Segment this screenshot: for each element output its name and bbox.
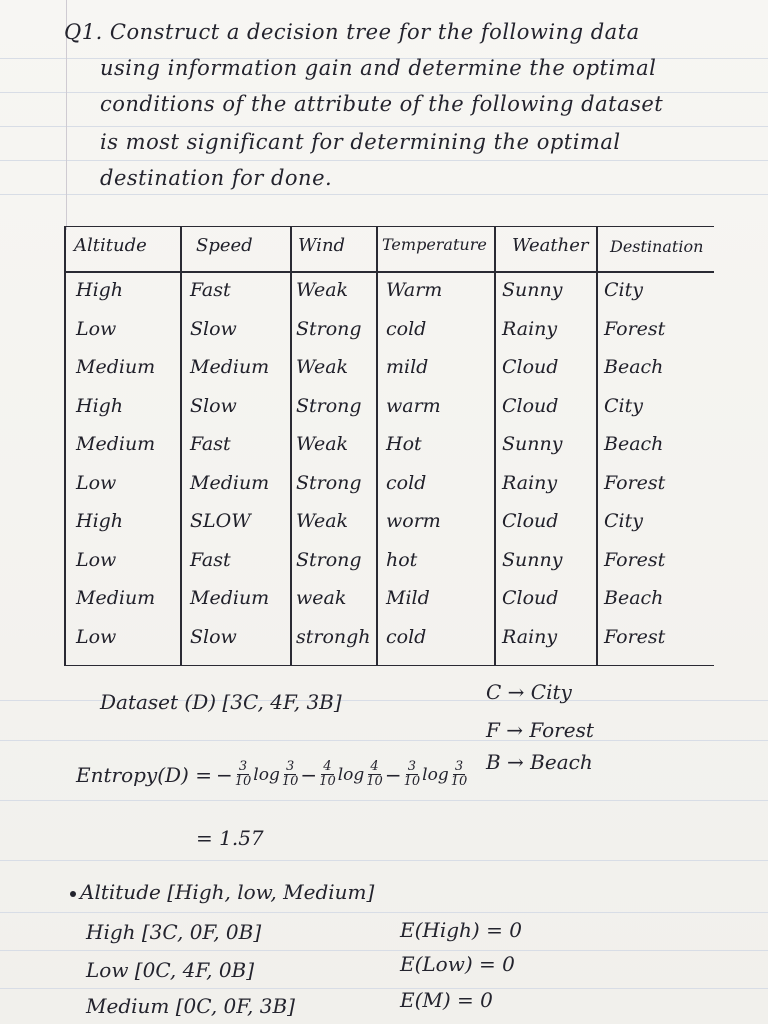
fraction-numerator: 3 (238, 759, 248, 774)
ruled-line (0, 126, 768, 127)
legend-forest: F → Forest (486, 718, 594, 742)
table-col-divider (376, 227, 378, 665)
entropy-fraction-2 (319, 760, 336, 789)
cell-wind: Weak (296, 356, 349, 378)
altitude-low-entropy: E(Low) = 0 (400, 952, 515, 976)
cell-temperature: mild (386, 356, 429, 378)
entropy-fraction-1 (235, 760, 252, 789)
entropy-term-2-sign: − (300, 762, 318, 787)
cell-weather: Cloud (502, 510, 559, 532)
table-header-divider (64, 271, 714, 273)
cell-wind: Weak (296, 433, 349, 455)
entropy-fraction-1-arg (282, 760, 299, 789)
cell-altitude: High (76, 510, 124, 532)
fraction-numerator: 4 (323, 759, 332, 774)
fraction-denominator: 10 (450, 774, 468, 789)
log-symbol: log (337, 764, 365, 785)
cell-destination: City (604, 394, 643, 417)
cell-wind: weak (296, 587, 347, 609)
question-line-2: using information gain and determine the optimal (100, 56, 657, 80)
table-col-divider (64, 227, 66, 665)
fraction-denominator: 10 (281, 774, 299, 789)
ruled-line (0, 988, 768, 989)
header-altitude: Altitude (74, 235, 147, 256)
question-line-3: conditions of the attribute of the following dataset (100, 92, 664, 116)
cell-speed: Medium (190, 471, 270, 494)
cell-speed: Fast (190, 548, 231, 571)
ruled-line (0, 800, 768, 801)
cell-wind: Strong (296, 394, 362, 417)
cell-weather: Cloud (502, 587, 559, 609)
question-line-5: destination for done. (100, 166, 333, 190)
altitude-heading-text: Altitude [High, low, Medium] (80, 880, 375, 904)
cell-weather: Cloud (502, 394, 559, 417)
cell-altitude: High (76, 279, 124, 301)
entropy-fraction-3 (404, 760, 421, 789)
log-symbol: log (422, 764, 449, 785)
dataset-line: Dataset (D) [3C, 4F, 3B] (100, 690, 342, 714)
table-col-divider (596, 227, 598, 665)
altitude-low-counts: Low [0C, 4F, 0B] (86, 958, 255, 982)
entropy-term-1-sign: − (215, 762, 233, 787)
header-destination: Destination (610, 237, 704, 256)
cell-destination: Beach (604, 587, 664, 609)
cell-altitude: Low (76, 317, 117, 340)
bullet-icon (70, 891, 76, 897)
cell-speed: Medium (190, 356, 270, 378)
header-temperature: Temperature (382, 235, 487, 254)
cell-destination: Beach (604, 356, 664, 378)
cell-speed: Fast (190, 433, 231, 455)
cell-temperature: worm (386, 510, 441, 532)
cell-destination: Beach (604, 433, 664, 455)
cell-destination: City (604, 510, 643, 532)
cell-speed: Fast (190, 279, 231, 301)
ruled-line (0, 950, 768, 951)
cell-weather: Rainy (502, 625, 558, 648)
cell-destination: Forest (604, 471, 666, 494)
cell-destination: Forest (604, 317, 666, 340)
cell-temperature: hot (386, 548, 418, 571)
cell-altitude: Low (76, 548, 117, 571)
question-line-1: Q1. Construct a decision tree for the following data (64, 20, 640, 44)
ruled-line (0, 194, 768, 195)
fraction-numerator: 4 (370, 759, 379, 774)
cell-altitude: Medium (76, 356, 156, 378)
header-speed: Speed (196, 235, 253, 256)
fraction-denominator: 10 (403, 774, 421, 789)
ruled-line (0, 912, 768, 913)
cell-weather: Rainy (502, 317, 558, 340)
cell-altitude: Low (76, 625, 117, 648)
entropy-label: Entropy(D) = (76, 762, 212, 787)
cell-altitude: Low (76, 471, 117, 494)
fraction-denominator: 10 (319, 774, 336, 789)
log-symbol: log (253, 764, 280, 785)
cell-temperature: warm (386, 394, 441, 417)
data-table (64, 226, 714, 666)
ruled-line (0, 160, 768, 161)
cell-wind: Weak (296, 279, 349, 301)
altitude-heading (70, 880, 374, 904)
cell-speed: SLOW (190, 510, 251, 532)
table-col-divider (180, 227, 182, 665)
cell-speed: Slow (190, 317, 237, 340)
cell-altitude: Medium (76, 587, 156, 609)
entropy-result: = 1.57 (196, 826, 264, 850)
cell-altitude: Medium (76, 433, 156, 455)
cell-weather: Sunny (502, 279, 563, 301)
cell-wind: Strong (296, 548, 362, 571)
cell-destination: Forest (604, 625, 666, 648)
cell-altitude: High (76, 394, 124, 417)
cell-destination: City (604, 279, 643, 301)
legend-city: C → City (486, 680, 572, 704)
cell-temperature: cold (386, 625, 427, 648)
cell-speed: Slow (190, 625, 237, 648)
cell-weather: Rainy (502, 471, 558, 494)
question-line-4: is most significant for determining the optimal (100, 130, 621, 154)
cell-wind: Strong (296, 317, 362, 340)
altitude-high-entropy: E(High) = 0 (400, 918, 522, 942)
cell-wind: Strong (296, 471, 362, 494)
entropy-fraction-3-arg (451, 760, 468, 789)
cell-speed: Medium (190, 587, 270, 609)
fraction-denominator: 10 (366, 774, 383, 789)
ruled-line (0, 860, 768, 861)
cell-wind: strongh (296, 625, 371, 648)
cell-weather: Cloud (502, 356, 559, 378)
cell-temperature: Mild (386, 587, 430, 609)
legend-beach: B → Beach (486, 750, 593, 774)
cell-weather: Sunny (502, 433, 563, 455)
header-wind: Wind (298, 235, 346, 256)
fraction-denominator: 10 (234, 774, 252, 789)
table-col-divider (494, 227, 496, 665)
cell-speed: Slow (190, 394, 237, 417)
cell-destination: Forest (604, 548, 666, 571)
cell-temperature: Hot (386, 433, 422, 455)
ruled-line (0, 740, 768, 741)
fraction-numerator: 3 (454, 759, 464, 774)
altitude-high-counts: High [3C, 0F, 0B] (86, 920, 262, 944)
cell-weather: Sunny (502, 548, 563, 571)
header-weather: Weather (512, 235, 589, 256)
fraction-numerator: 3 (407, 759, 416, 774)
entropy-formula (76, 760, 469, 789)
entropy-term-3-sign: − (384, 762, 402, 787)
table-col-divider (290, 227, 292, 665)
fraction-numerator: 3 (285, 759, 295, 774)
entropy-fraction-2-arg (366, 760, 383, 789)
altitude-medium-counts: Medium [0C, 0F, 3B] (86, 994, 295, 1018)
cell-wind: Weak (296, 510, 349, 532)
altitude-medium-entropy: E(M) = 0 (400, 988, 493, 1012)
cell-temperature: cold (386, 471, 427, 494)
cell-temperature: cold (386, 317, 427, 340)
cell-temperature: Warm (386, 279, 443, 301)
